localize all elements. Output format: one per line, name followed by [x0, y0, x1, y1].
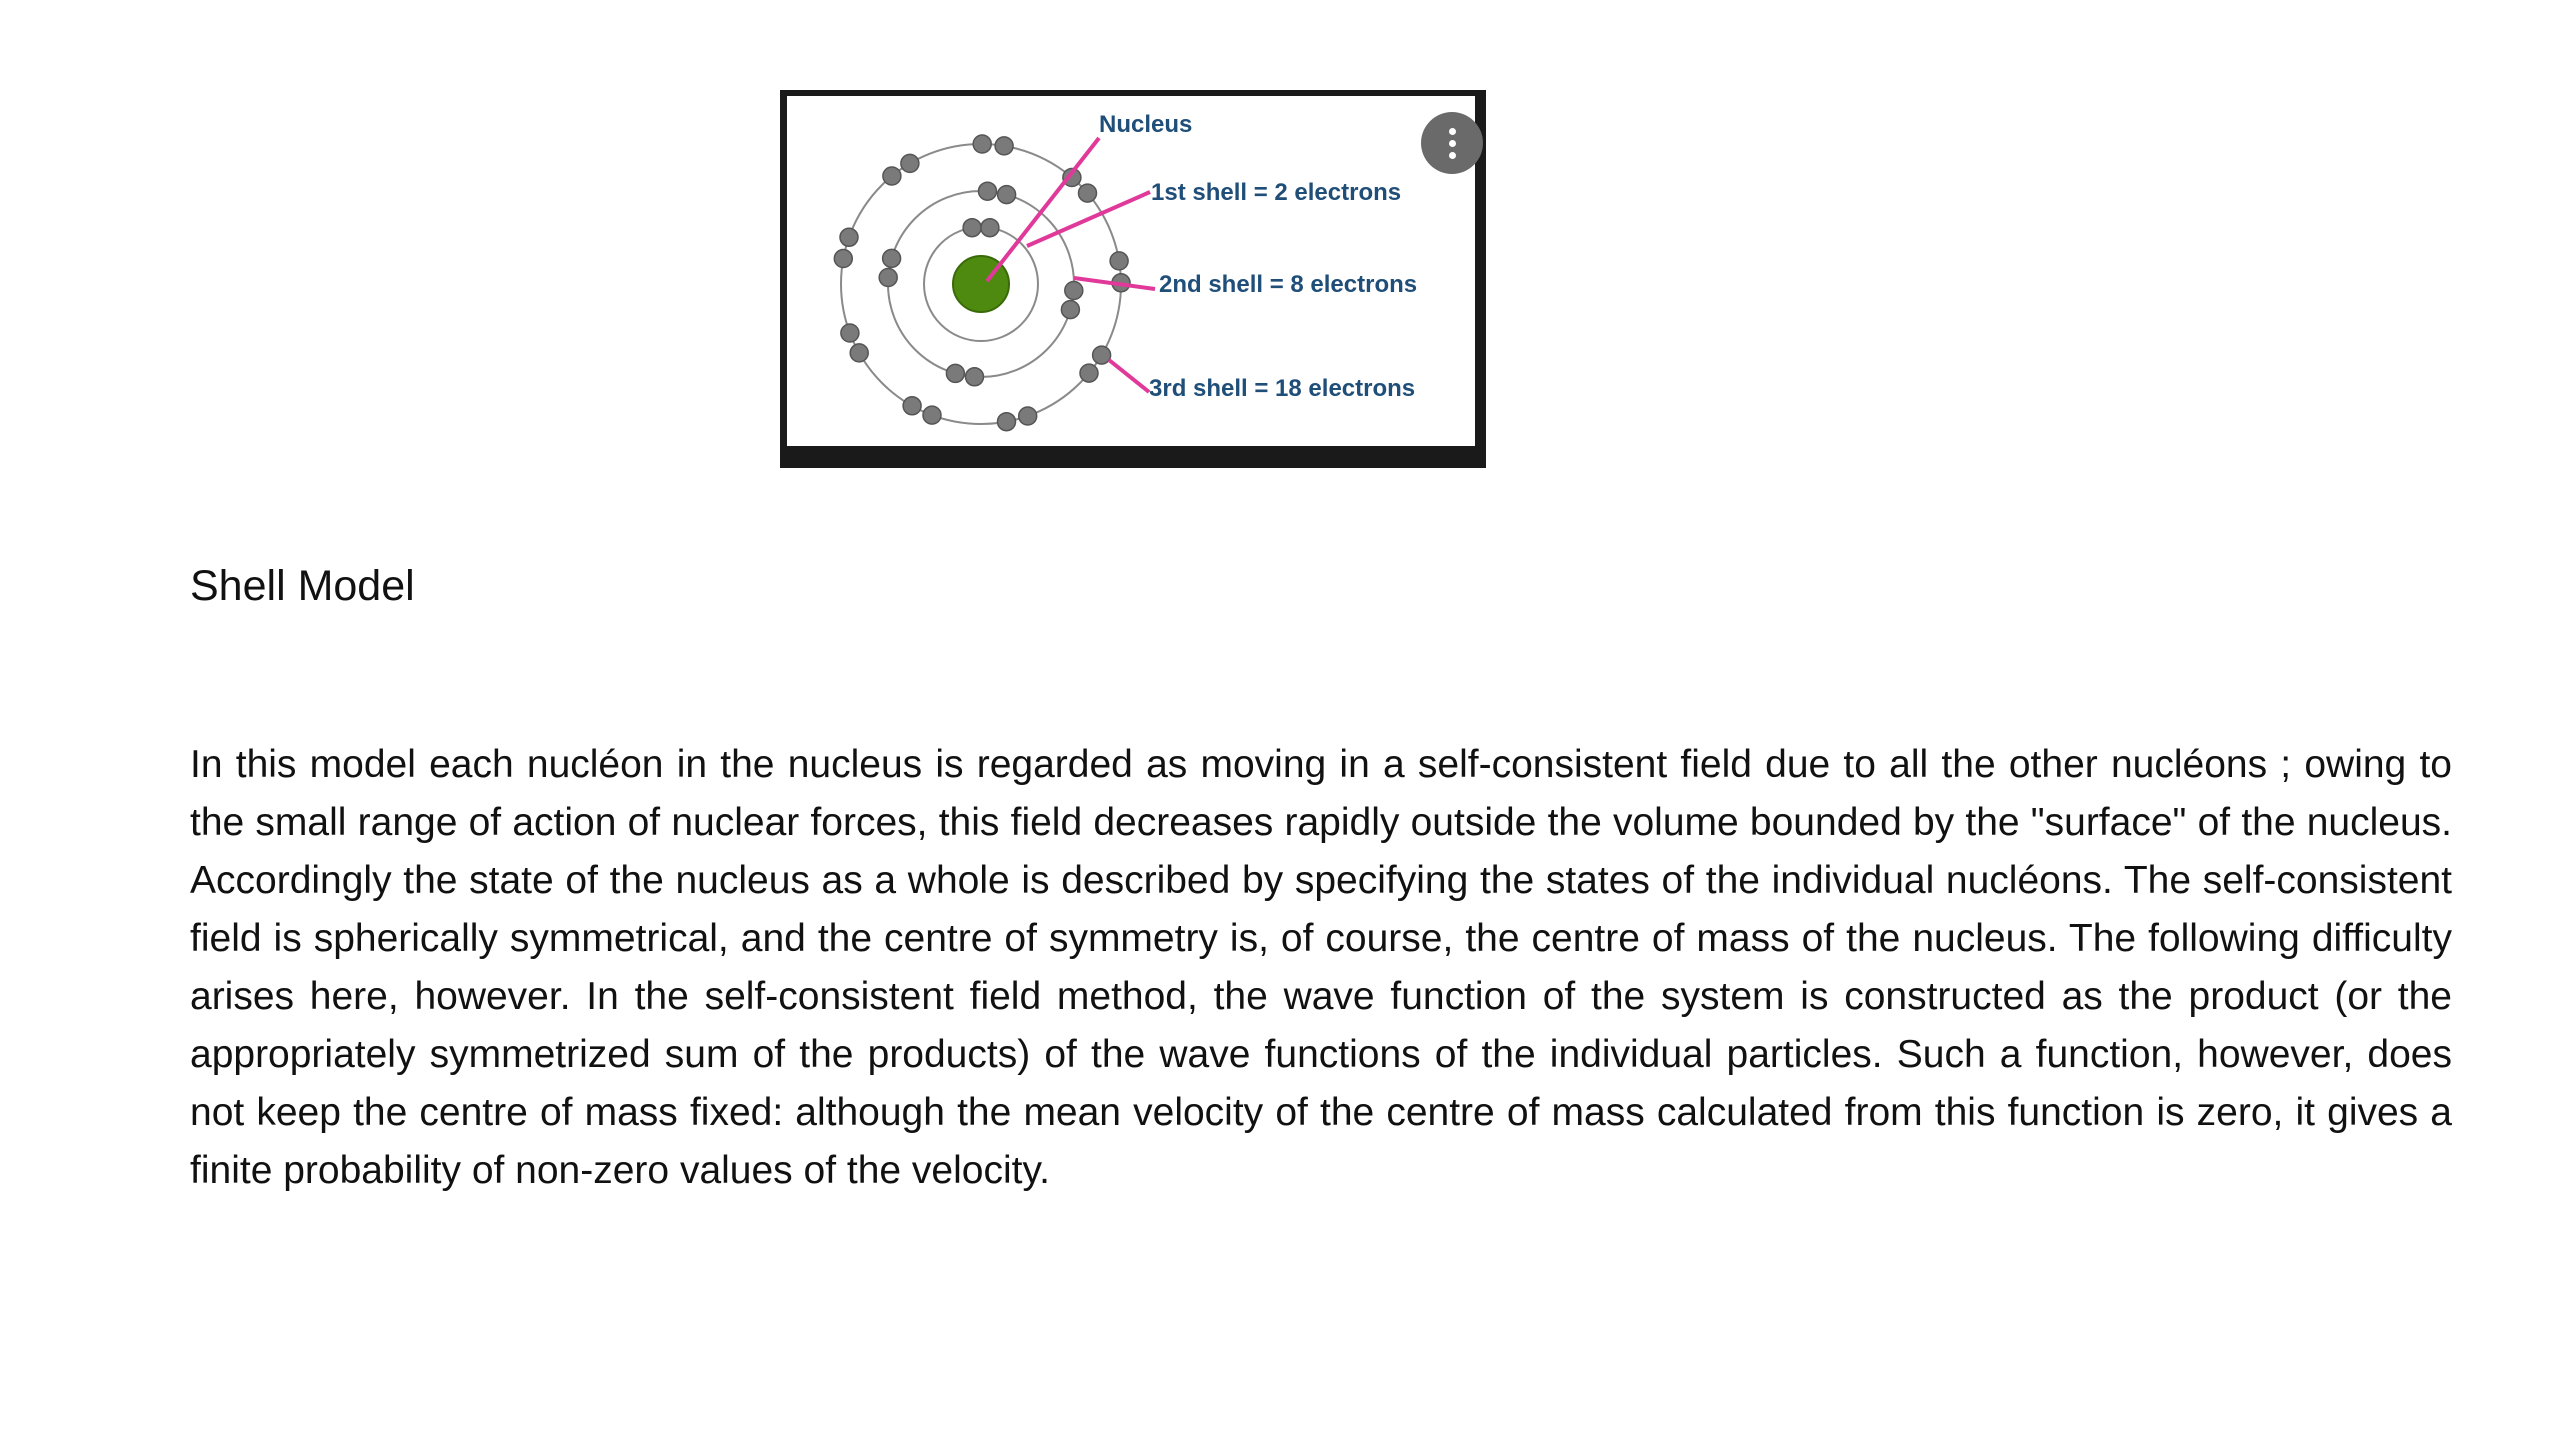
nucleus-label: Nucleus: [1099, 111, 1193, 138]
electron-shell-3: [998, 413, 1016, 431]
shell3-label: 3rd shell = 18 electrons: [1149, 375, 1416, 402]
shell2-label: 2nd shell = 8 electrons: [1159, 271, 1418, 298]
shell-model-figure: [780, 90, 1486, 468]
electron-shell-2: [883, 249, 901, 267]
electron-shell-3: [834, 250, 852, 268]
body-paragraph: In this model each nucléon in the nucleus is regarded as moving in a self-consistent field due to all the other nucléons ; owing to the small range of action of nuclear forces, this field decreases rapidly outside the volume bounded by the "surface" of the nucleus. Accordingly the state of the nucleus as a whole is described by specifying the states of the individual nucléons. The self-consistent field is spherically symmetrical, and the centre of symmetry is, of course, the centre of mass of the nucleus. The following difficulty arises here, however. In the self-consistent field method, the wave function of the system is constructed as the product (or the appropriately symmetrized sum of the products) of the wave functions of the individual particles. Such a function, however, does not keep the centre of mass fixed: although the mean velocity of the centre of mass calculated from this function is zero, it gives a finite probability of non-zero values of the velocity.: [190, 743, 2452, 1192]
electron-shell-2: [1061, 301, 1079, 319]
more-vertical-icon-dot: [1449, 152, 1456, 159]
electron-shell-3: [1019, 407, 1037, 425]
electron-shell-3: [1080, 364, 1098, 382]
electron-shell-3: [995, 137, 1013, 155]
electron-shell-2: [966, 368, 984, 386]
electron-shell-3: [901, 154, 919, 172]
electron-shell-3: [1110, 252, 1128, 270]
electron-shell-1: [963, 219, 981, 237]
electron-shell-3: [883, 167, 901, 185]
electron-shell-3: [840, 228, 858, 246]
shell1-label: 1st shell = 2 electrons: [1151, 179, 1402, 206]
electron-shell-2: [979, 182, 997, 200]
electron-shell-3: [923, 406, 941, 424]
page-title: Shell Model: [190, 562, 415, 610]
electron-shell-2: [946, 364, 964, 382]
electron-shell-3: [841, 324, 859, 342]
shell3-pointer: [1109, 360, 1149, 392]
electron-shell-2: [879, 269, 897, 287]
electron-shell-2: [1065, 282, 1083, 300]
more-vertical-icon-dot: [1449, 140, 1456, 147]
figure-canvas: [787, 96, 1475, 446]
electron-shell-2: [998, 186, 1016, 204]
electron-shell-1: [981, 219, 999, 237]
electron-shell-3: [903, 397, 921, 415]
electron-shell-3: [1079, 184, 1097, 202]
electron-shell-3: [973, 135, 991, 153]
more-options-button[interactable]: [1421, 112, 1483, 174]
more-vertical-icon: [1449, 128, 1456, 135]
electron-shell-3: [850, 344, 868, 362]
